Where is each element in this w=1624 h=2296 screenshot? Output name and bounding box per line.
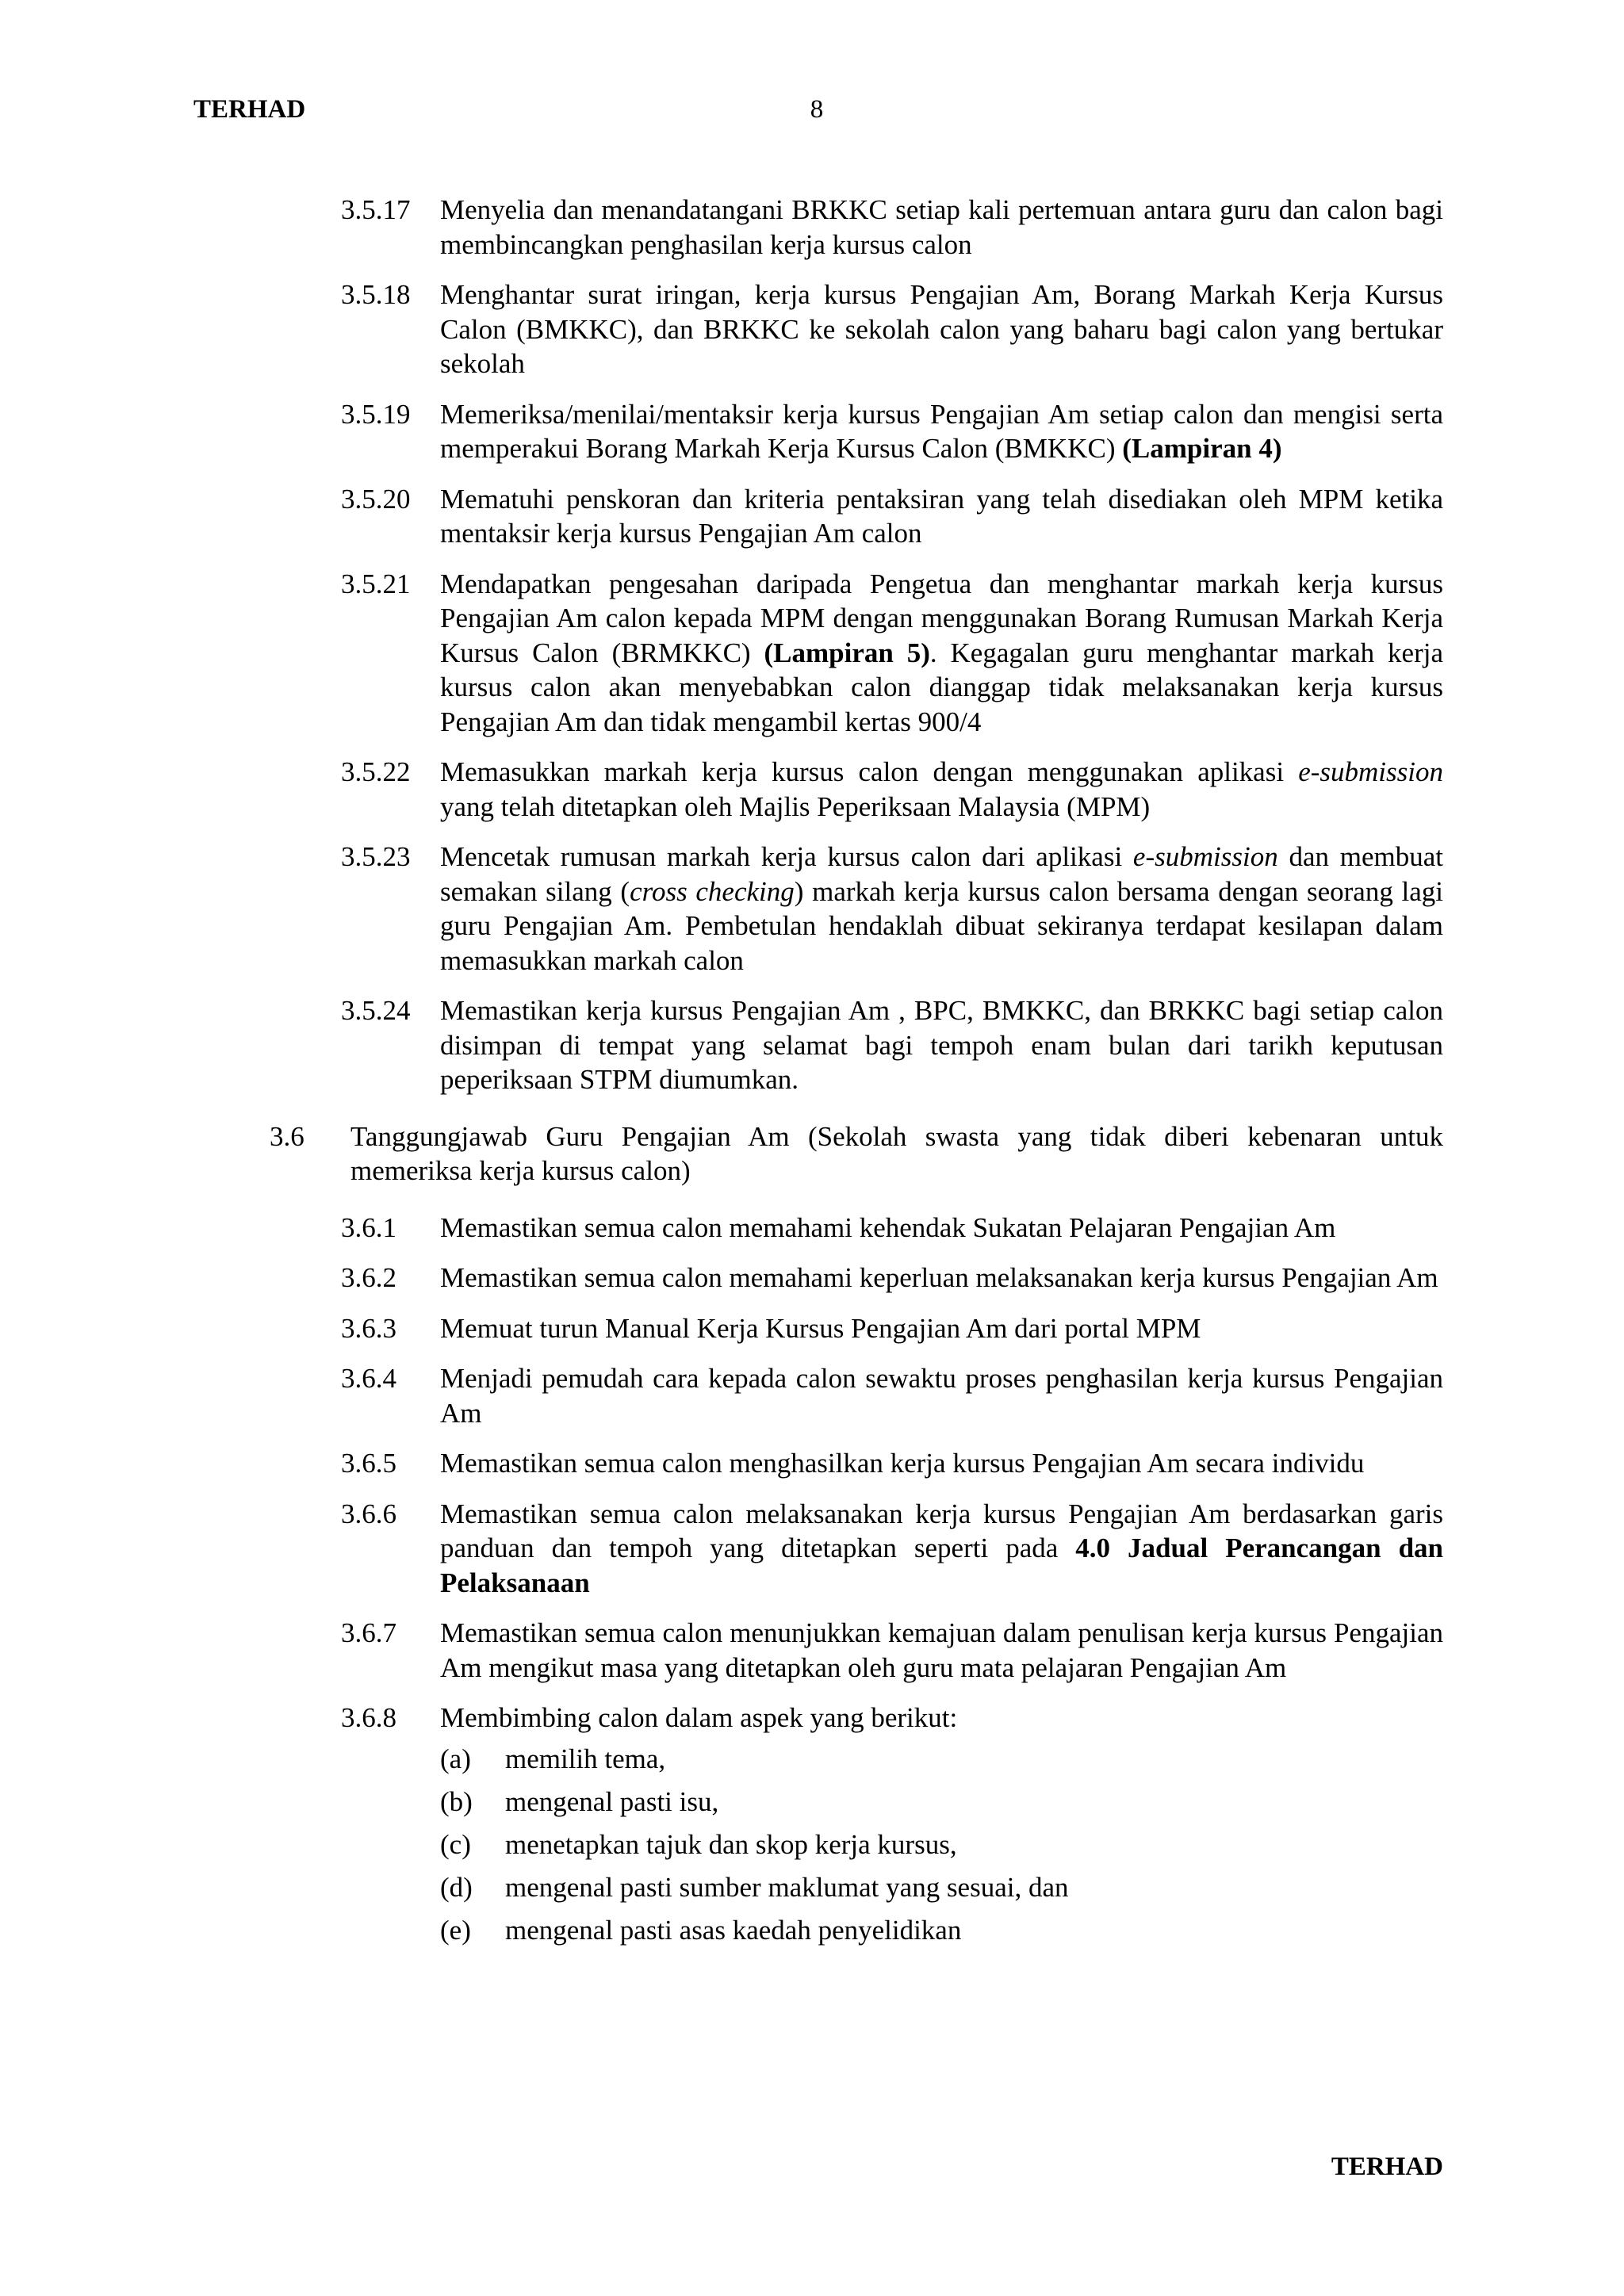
text-run: Memastikan semua calon menghasilkan kerja kursus Pengajian Am secara individu: [440, 1448, 1365, 1479]
numbered-item: [341, 840, 1443, 978]
item-text: [440, 1261, 1443, 1295]
item-text: [440, 1616, 1443, 1685]
text-run: ) markah kerja kursus calon bersama dengan seorang lagi guru Pengajian Am. Pembetulan hendaklah dibuat sekiranya terdapat kesilapan dalam memasukkan markah calon: [440, 875, 1443, 976]
bold-text: (Lampiran 5): [764, 637, 930, 668]
italic-text: e-submission: [1132, 841, 1278, 872]
bold-text: 4.0 Jadual Perancangan dan Pelaksanaan: [440, 1533, 1444, 1598]
lettered-item: [440, 1870, 1443, 1905]
item-text: [440, 567, 1443, 740]
item-number: 3.5.20: [341, 483, 411, 515]
numbered-item: [341, 1311, 1443, 1346]
lettered-item: [440, 1785, 1443, 1820]
numbered-item: [341, 1701, 1443, 1735]
italic-text: e-submission: [1298, 756, 1443, 787]
numbered-item: [341, 993, 1443, 1097]
lettered-item: [440, 1913, 1443, 1948]
section-title: Tanggungjawab Guru Pengajian Am (Sekolah swasta yang tidak diberi kebenaran untuk memeriksa kerja kursus calon): [350, 1120, 1443, 1186]
lettered-item: [440, 1827, 1443, 1862]
item-number: 3.6.1: [341, 1211, 396, 1243]
numbered-item: [341, 755, 1443, 824]
text-run: Menyelia dan menandatangani BRKKC setiap kali pertemuan antara guru dan calon bagi membincangkan penghasilan kerja kursus calon: [440, 194, 1443, 260]
text-run: Menghantar surat iringan, kerja kursus Pengajian Am, Borang Markah Kerja Kursus Calon (BMKKC), dan BRKKC ke sekolah calon yang baharu bagi calon yang bertukar sekolah: [440, 279, 1443, 379]
lettered-text: mengenal pasti asas kaedah penyelidikan: [505, 1914, 962, 1946]
lettered-list: [440, 1742, 1443, 1948]
numbered-item: [341, 482, 1443, 551]
text-run: dan membuat semakan silang (: [440, 841, 1443, 907]
text-run: Memastikan semua calon melaksanakan kerja kursus Pengajian Am berdasarkan garis panduan dan tempoh yang ditetapkan seperti pada: [440, 1498, 1443, 1563]
item-text: [440, 1211, 1443, 1246]
numbered-item: [341, 277, 1443, 381]
text-run: Mematuhi penskoran dan kriteria pentaksiran yang telah disediakan oleh MPM ketika mentaksir kerja kursus Pengajian Am calon: [440, 483, 1443, 549]
numbered-item: [341, 1361, 1443, 1430]
text-run: Memastikan semua calon memahami keperluan melaksanakan kerja kursus Pengajian Am: [440, 1262, 1438, 1293]
numbered-item: [341, 1446, 1443, 1481]
item-number: 3.5.19: [341, 398, 411, 430]
text-run: Menjadi pemudah cara kepada calon sewaktu proses penghasilan kerja kursus Pengajian Am: [440, 1363, 1443, 1429]
item-number: 3.5.24: [341, 995, 411, 1026]
numbered-item: [341, 193, 1443, 262]
item-text: [440, 1446, 1443, 1481]
item-text: [440, 755, 1443, 824]
item-number: 3.6.3: [341, 1312, 396, 1344]
section-items-list: [0, 1211, 1624, 1735]
item-number: 3.6.8: [341, 1702, 396, 1733]
item-text: [440, 193, 1443, 262]
lettered-item: [440, 1742, 1443, 1777]
lettered-text: memilih tema,: [505, 1743, 666, 1774]
numbered-item: [341, 1616, 1443, 1685]
item-text: [440, 1311, 1443, 1346]
item-number: 3.6.5: [341, 1448, 396, 1479]
item-text: [440, 993, 1443, 1097]
item-number: 3.5.17: [341, 194, 411, 225]
footer-classification: TERHAD: [1331, 2152, 1443, 2181]
lettered-text: mengenal pasti isu,: [505, 1785, 719, 1817]
section-number: 3.6: [270, 1120, 304, 1152]
text-run: Memuat turun Manual Kerja Kursus Pengajian Am dari portal MPM: [440, 1312, 1201, 1344]
item-number: 3.6.6: [341, 1498, 396, 1529]
numbered-item: [341, 397, 1443, 466]
lettered-label: (b): [440, 1785, 473, 1817]
lettered-label: (a): [440, 1743, 471, 1774]
text-run: Memastikan semua calon menunjukkan kemajuan dalam penulisan kerja kursus Pengajian Am mengikut masa yang ditetapkan oleh guru mata pelajaran Pengajian Am: [440, 1617, 1443, 1683]
text-run: . Kegagalan guru menghantar markah kerja kursus calon akan menyebabkan calon dianggap tidak melaksanakan kerja kursus Pengajian Am dan tidak mengambil kertas 900/4: [440, 637, 1444, 737]
item-text: [440, 397, 1443, 466]
text-run: Mendapatkan pengesahan daripada Pengetua dan menghantar markah kerja kursus Pengajian Am calon kepada MPM dengan menggunakan Borang Rumusan Markah Kerja Kursus Calon (BRMKKC): [440, 568, 1443, 668]
item-text: [440, 840, 1443, 978]
items-list: [0, 193, 1624, 1097]
section-heading: [270, 1119, 1443, 1188]
numbered-item: [341, 1261, 1443, 1295]
header-classification: TERHAD: [193, 95, 306, 124]
item-number: 3.5.18: [341, 279, 411, 310]
item-text: [440, 1361, 1443, 1430]
page-number: 8: [810, 95, 824, 124]
item-number: 3.5.23: [341, 841, 411, 872]
text-run: Memasukkan markah kerja kursus calon dengan menggunakan aplikasi: [440, 756, 1299, 787]
text-run: yang telah ditetapkan oleh Majlis Peperiksaan Malaysia (MPM): [440, 790, 1151, 822]
text-run: Memastikan semua calon memahami kehendak Sukatan Pelajaran Pengajian Am: [440, 1211, 1336, 1243]
item-number: 3.5.21: [341, 568, 411, 599]
lettered-text: menetapkan tajuk dan skop kerja kursus,: [505, 1828, 957, 1860]
item-number: 3.5.22: [341, 756, 411, 787]
numbered-item: [341, 1211, 1443, 1246]
item-text: [440, 277, 1443, 381]
item-number: 3.6.7: [341, 1617, 396, 1648]
lettered-text: mengenal pasti sumber maklumat yang sesuai, dan: [505, 1871, 1069, 1903]
text-run: Memeriksa/menilai/mentaksir kerja kursus Pengajian Am setiap calon dan mengisi serta memperakui Borang Markah Kerja Kursus Calon (BMKKC): [440, 398, 1443, 464]
bold-text: (Lampiran 4): [1122, 433, 1282, 464]
document-body: [0, 193, 1624, 1956]
text-run: Memastikan kerja kursus Pengajian Am , BPC, BMKKC, dan BRKKC bagi setiap calon disimpan di tempat yang selamat bagi tempoh enam bulan dari tarikh keputusan peperiksaan STPM diumumkan.: [440, 995, 1443, 1095]
lettered-label: (d): [440, 1871, 473, 1903]
item-text: [440, 482, 1443, 551]
lettered-label: (c): [440, 1828, 471, 1860]
numbered-item: [341, 1497, 1443, 1601]
italic-text: cross checking: [630, 875, 795, 907]
text-run: Mencetak rumusan markah kerja kursus calon dari aplikasi: [440, 841, 1133, 872]
numbered-item: [341, 567, 1443, 740]
lettered-label: (e): [440, 1914, 471, 1946]
text-run: Membimbing calon dalam aspek yang berikut:: [440, 1702, 958, 1733]
item-text: [440, 1701, 1443, 1735]
item-number: 3.6.2: [341, 1262, 396, 1293]
item-number: 3.6.4: [341, 1363, 396, 1394]
item-text: [440, 1497, 1443, 1601]
